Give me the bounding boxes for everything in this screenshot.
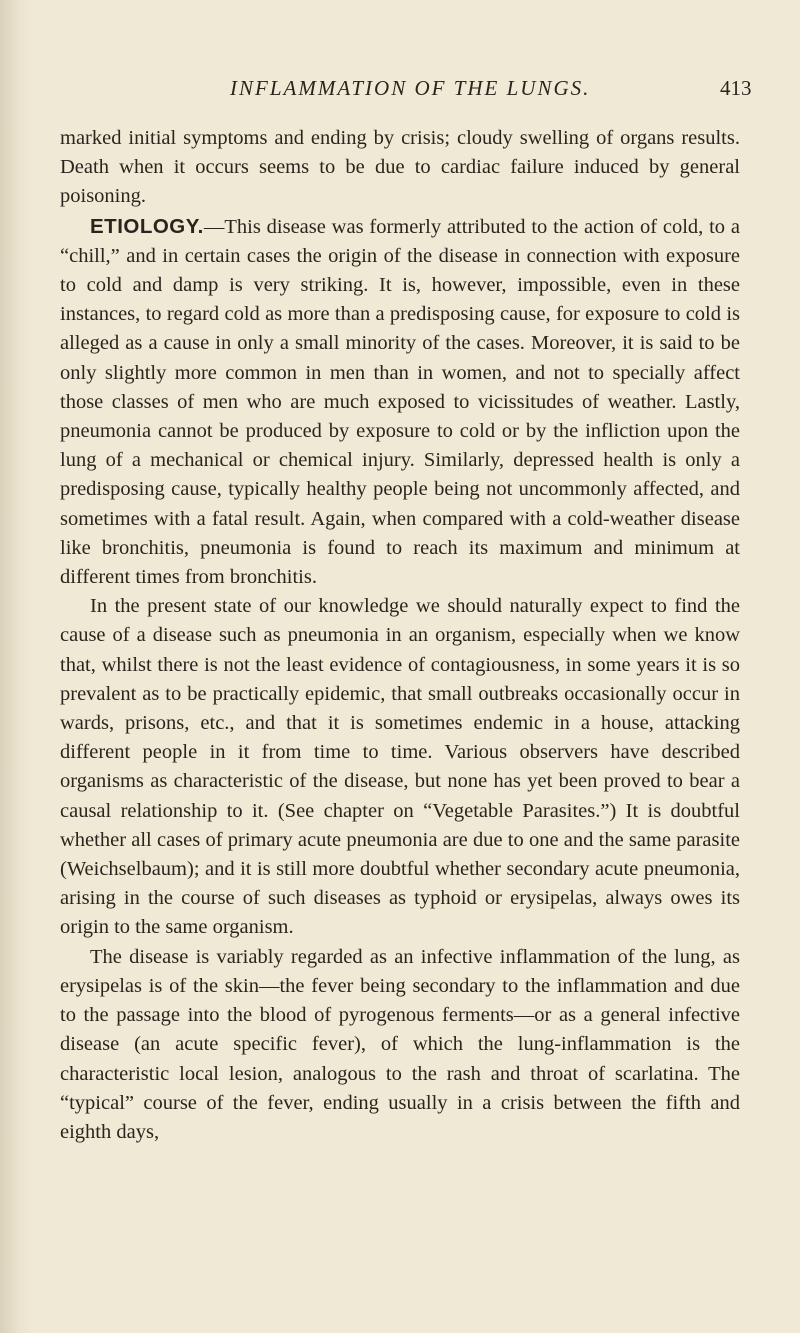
paragraph-cause: In the present state of our knowledge we should naturally expect to find the cause of a disease such as pneumonia in an organism, especially when we know that, whilst there is not the least evidence of contagiousness, in some years it is so prevalent as to be practically epidemic, that small outbreaks occasionally occur in wards, prisons, etc., and that it is sometimes endemic in a house, attacking different people in it from time to time. Various observers have described organisms as characteristic of the disease, but none has yet been proved to bear a causal relationship to it. (See chapter on “Vegetable Parasites.”) It is doubtful whether all cases of primary acute pneumonia are due to one and the same parasite (Weichselbaum); and it is still more doubtful whether secondary acute pneumonia, arising in the course of such diseases as typhoid or erysipelas, always owes its origin to the same organism.: [60, 595, 740, 939]
paragraph-etiology-text: —This disease was formerly attributed to the action of cold, to a “chill,” and in certain cases the origin of the disease in connection with exposure to cold and damp is very striking. It is, however, impossible, even in these instances, to regard cold as more than a predisposing cause, for exposure to cold is alleged as a cause in only a small minority of the cases. Moreover, it is said to be only slightly more common in men than in women, and not to specially affect those classes of men who are much exposed to vicissitudes of weather. Lastly, pneumonia cannot be produced by exposure to cold or by the infliction upon the lung of a mechanical or chemical injury. Similarly, depressed health is only a predisposing cause, typically healthy people being not uncommonly affected, and sometimes with a fatal result. Again, when compared with a cold-weather disease like bronchitis, pneumonia is found to reach its maximum and minimum at different times from bronchitis.: [60, 215, 740, 589]
body-text: [60, 124, 740, 1147]
page-header: [0, 76, 800, 106]
page-number: 413: [720, 76, 752, 100]
paragraph-infective: The disease is variably regarded as an infective inflammation of the lung, as erysipelas is of the skin—the fever being secondary to the inflammation and due to the passage into the blood of pyrogenous ferments—or as a general infective disease (an acute specific fever), of which the lung-inflammation is the characteristic local lesion, analogous to the rash and throat of scarlatina. The “typical” course of the fever, ending usually in a crisis between the fifth and eighth days,: [60, 945, 740, 1143]
page-gutter: [0, 0, 34, 1333]
section-heading-etiology: ETIOLOGY.: [90, 214, 204, 238]
paragraph-etiology: [60, 212, 740, 593]
paragraph-symptoms: marked initial symptoms and ending by crisis; cloudy swelling of organs results. Death when it occurs seems to be due to cardiac failure induced by general poisoning.: [60, 127, 740, 208]
running-title: INFLAMMATION OF THE LUNGS.: [230, 76, 591, 100]
